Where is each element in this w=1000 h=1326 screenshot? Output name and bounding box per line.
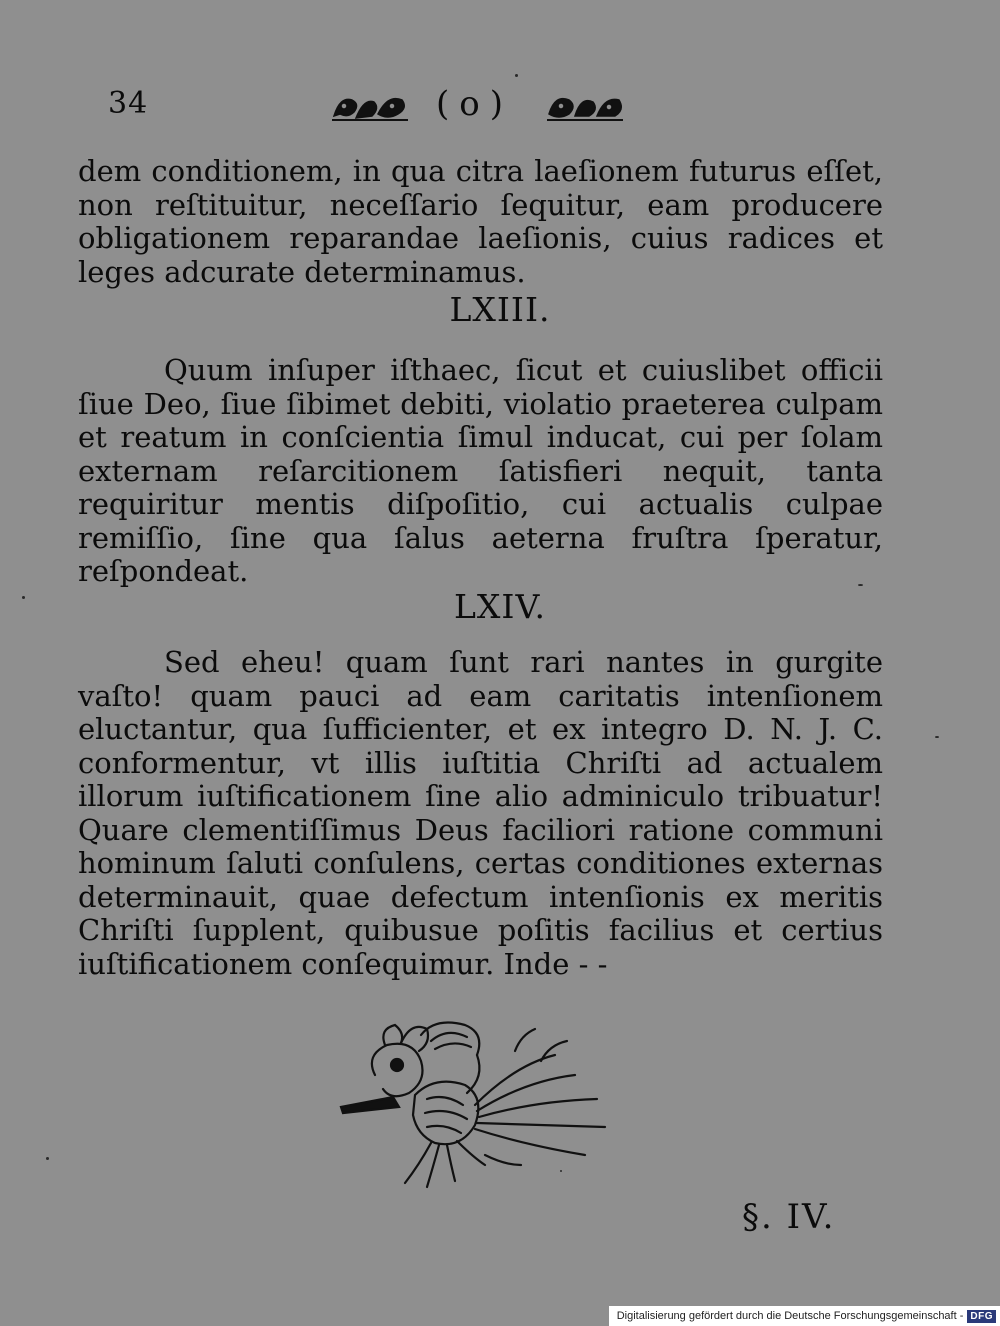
paper-speck [935,736,939,738]
floral-ornament-left-icon [330,90,410,124]
catchword: §. IV. [742,1197,836,1237]
paper-speck [858,584,863,586]
running-head: (o) [436,84,513,124]
paper-speck [560,1170,562,1172]
paragraph-continued: dem conditionem, in qua citra laeſionem futurus eſſet, non reſtituitur, neceſſario ſequitur, eam producere obligationem reparandae laeſionis, cuius radices et leges adcurate determinamus. [78,154,883,289]
paper-speck [22,596,25,599]
bird-tailpiece-ornament-icon [335,1015,625,1190]
paper-speck [46,1157,49,1160]
floral-ornament-right-icon [545,90,625,124]
digitization-credit-bar [609,1306,1000,1326]
paragraph-lxiii: Quum inſuper iſthaec, ſicut et cuiuslibet officii ſiue Deo, ſiue ſibimet debiti, violatio praeterea culpam et reatum in conſcientia ſimul inducat, cui per ſolam externam reſarcitionem ſatisfieri nequit, tanta requiritur mentis diſpoſitio, cui actualis culpae remiſſio, ſine qua ſalus aeterna fruſtra ſperatur, reſpondeat. [78,353,883,588]
paper-speck [515,74,518,77]
paragraph-lxiv: Sed eheu! quam ſunt rari nantes in gurgite vaſto! quam pauci ad eam caritatis intenſionem eluctantur, qua ſufficienter, et ex integro D. N. J. C. conformentur, vt illis iuſtitia Chriſti ad actualem illorum iuſtificationem ſine alio adminiculo tribuatur! Quare clementiſſimus Deus faciliori ratione communi hominum ſaluti conſulens, certas conditiones externas determinauit, quae defectum intenſionis ex meritis Chriſti ſupplent, quibusue poſitis facilius et certius iuſtificationem conſequimur. Inde - - [78,645,883,981]
page-number: 34 [108,86,149,121]
digitization-credit: Digitalisierung gefördert durch die Deutsche Forschungsgemeinschaft - [616,1310,964,1322]
section-number-lxiii: LXIII. [449,290,551,329]
dfg-logo-icon: DFG [967,1310,996,1323]
section-number-lxiv: LXIV. [454,587,546,626]
page-header [0,86,1000,136]
